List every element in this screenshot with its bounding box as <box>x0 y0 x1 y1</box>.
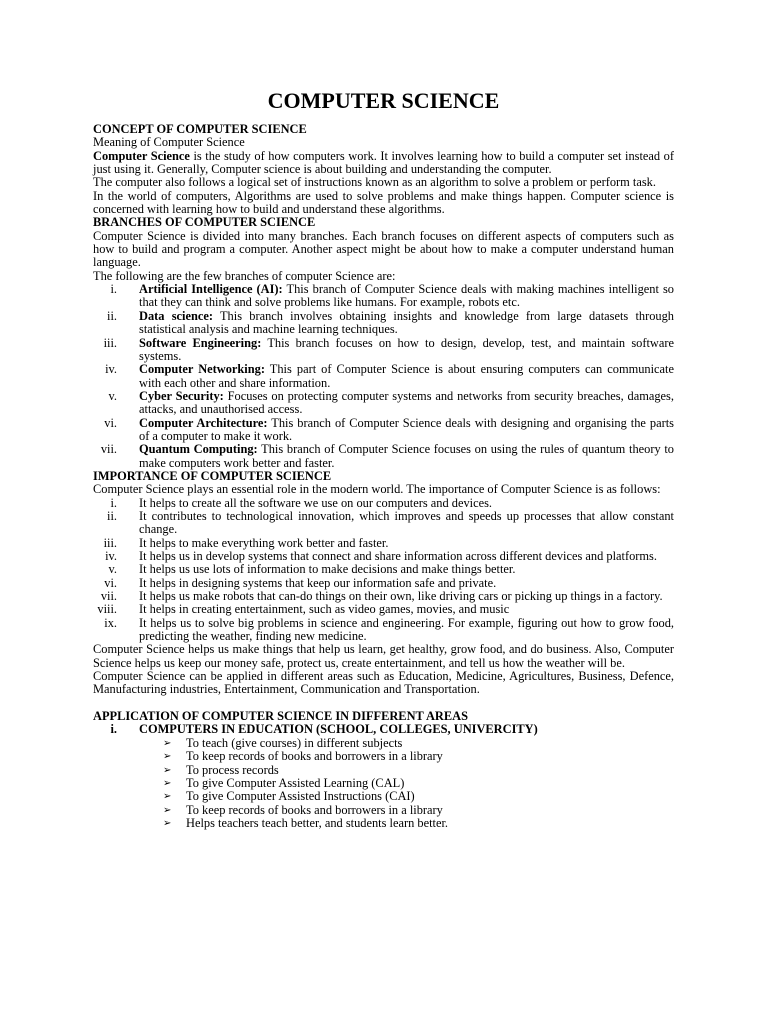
education-bullet-list <box>93 737 674 830</box>
importance-item <box>93 563 674 576</box>
branch-name: Cyber Security: <box>139 388 224 403</box>
bullet-text: To give Computer Assisted Learning (CAL) <box>186 775 405 790</box>
education-subheading-text: COMPUTERS IN EDUCATION (SCHOOL, COLLEGES, UNIVERCITY) <box>139 722 538 737</box>
document-title: COMPUTER SCIENCE <box>267 88 500 113</box>
importance-text: It helps in creating entertainment, such as video games, movies, and music <box>139 602 510 617</box>
concept-heading: CONCEPT OF COMPUTER SCIENCE <box>93 122 307 136</box>
definition-term: Computer Science <box>93 148 190 163</box>
importance-text: It helps to make everything work better and faster. <box>139 535 389 550</box>
bullet-text: To keep records of books and borrowers in a library <box>186 749 443 764</box>
arrow-bullet-icon: ➢ <box>163 764 172 776</box>
bullet-item <box>93 777 674 790</box>
bullet-item <box>93 817 674 830</box>
importance-text: It helps us use lots of information to make decisions and make things better. <box>139 562 516 577</box>
bullet-item <box>93 790 674 803</box>
paragraph-spacer <box>93 697 674 710</box>
branches-lead: The following are the few branches of computer Science are: <box>93 268 396 283</box>
branch-name: Artificial Intelligence (AI): <box>139 282 283 297</box>
branch-name: Computer Networking: <box>139 362 265 377</box>
importance-text: It helps us make robots that can-do things on their own, like driving cars or picking up things in a factory. <box>139 589 663 604</box>
arrow-bullet-icon: ➢ <box>163 804 172 816</box>
education-subheading <box>93 723 674 736</box>
branches-list <box>93 283 674 470</box>
branch-item <box>93 417 674 444</box>
bullet-item <box>93 737 674 750</box>
list-number: v. <box>108 388 117 403</box>
bullet-text: To give Computer Assisted Instructions (CAI) <box>186 789 415 804</box>
importance-heading: IMPORTANCE OF COMPUTER SCIENCE <box>93 468 332 483</box>
bullet-item <box>93 804 674 817</box>
bullet-text: To process records <box>186 762 279 777</box>
list-number: iii. <box>103 335 117 350</box>
list-number: viii. <box>97 602 117 617</box>
branch-item <box>93 390 674 417</box>
list-number: iv. <box>105 362 117 377</box>
importance-item <box>93 603 674 616</box>
importance-item <box>93 617 674 644</box>
meaning-subheading: Meaning of Computer Science <box>93 135 245 150</box>
branch-text: This branch involves obtaining insights and knowledge from large datasets through statistical analysis and machine learning techniques. <box>139 308 675 337</box>
application-heading: APPLICATION OF COMPUTER SCIENCE IN DIFFERENT AREAS <box>93 709 468 724</box>
bullet-item <box>93 750 674 763</box>
importance-text: It helps us in develop systems that connect and share information across different devices and platforms. <box>139 549 657 563</box>
importance-text: It contributes to technological innovation, which improves and speeds up processes that allow constant change. <box>139 508 674 537</box>
list-number: i. <box>110 722 117 737</box>
branch-item <box>93 337 674 364</box>
importance-item <box>93 550 674 563</box>
importance-list <box>93 497 674 644</box>
list-number: vi. <box>104 575 117 590</box>
arrow-bullet-icon: ➢ <box>163 777 172 789</box>
concept-paragraph-1 <box>93 150 674 177</box>
importance-item <box>93 590 674 603</box>
bullet-item <box>93 764 674 777</box>
list-number: i. <box>110 282 117 297</box>
arrow-bullet-icon: ➢ <box>163 751 172 763</box>
importance-paragraph-1: Computer Science helps us make things that help us learn, get healthy, grow food, and do business. Also, Computer Science helps us keep our money safe, protect us, create entertainment, and tell us how the weather will be. <box>93 642 674 670</box>
branches-intro: Computer Science is divided into many branches. Each branch focuses on different aspects of computers such as how to build and program a computer. Another aspect might be about how to make a computer understand human language. <box>93 228 674 270</box>
branch-item <box>93 363 674 390</box>
branch-name: Data science: <box>139 308 213 323</box>
arrow-bullet-icon: ➢ <box>163 791 172 803</box>
importance-item <box>93 577 674 590</box>
branch-name: Software Engineering: <box>139 335 262 350</box>
branch-text: This branch of Computer Science focuses on using the rules of quantum theory to make computers work better and faster. <box>139 442 674 470</box>
branches-heading: BRANCHES OF COMPUTER SCIENCE <box>93 215 316 230</box>
branch-text: This branch focuses on how to design, develop, test, and maintain software systems. <box>139 335 674 363</box>
list-number: iii. <box>103 535 117 550</box>
importance-text: It helps to create all the software we use on our computers and devices. <box>139 495 493 510</box>
importance-paragraph-2: Computer Science can be applied in different areas such as Education, Medicine, Agricultures, Business, Defence, Manufacturing industries, Entertainment, Communication and Transportation. <box>93 669 674 697</box>
arrow-bullet-icon: ➢ <box>163 817 172 829</box>
list-number: i. <box>110 495 117 510</box>
arrow-bullet-icon: ➢ <box>163 737 172 749</box>
branch-item <box>93 283 674 310</box>
bullet-text: To keep records of books and borrowers in a library <box>186 802 443 817</box>
list-number: iv. <box>105 549 117 563</box>
branch-text: This part of Computer Science is about ensuring computers can communicate with each other and share information. <box>139 362 674 390</box>
branch-text: This branch of Computer Science deals with designing and organising the parts of a computer to make it work. <box>139 415 674 443</box>
definition-text: is the study of how computers work. It involves learning how to build a computer set instead of just using it. Generally, Computer science is about building and understanding the computer. <box>93 148 674 177</box>
list-number: ii. <box>107 508 117 523</box>
importance-item <box>93 497 674 510</box>
branch-item <box>93 310 674 337</box>
bullet-text: Helps teachers teach better, and students learn better. <box>186 815 449 830</box>
importance-intro: Computer Science plays an essential role in the modern world. The importance of Computer Science is as follows: <box>93 482 661 497</box>
concept-paragraph-3: In the world of computers, Algorithms are used to solve problems and make things happen. Computer science is concerned with learning how to build and understand these algorithms. <box>93 188 674 217</box>
list-number: ii. <box>107 308 117 323</box>
importance-item <box>93 510 674 537</box>
branch-text: Focuses on protecting computer systems and networks from security breaches, damages, attacks, and unauthorised access. <box>139 388 674 417</box>
bullet-text: To teach (give courses) in different subjects <box>186 735 403 750</box>
branch-text: This branch of Computer Science deals with making machines intelligent so that they can think and solve problems like humans. For example, robots etc. <box>139 282 675 310</box>
list-number: ix. <box>104 615 117 630</box>
concept-paragraph-2: The computer also follows a logical set of instructions known as an algorithm to solve a problem or perform task. <box>93 175 656 190</box>
list-number: vi. <box>104 415 117 430</box>
branch-item <box>93 443 674 470</box>
importance-text: It helps us to solve big problems in science and engineering. For example, figuring out how to grow food, predicting the weather, finding new medicine. <box>139 615 674 644</box>
importance-text: It helps in designing systems that keep our information safe and private. <box>139 575 497 590</box>
list-number: vii. <box>100 589 117 604</box>
branch-name: Quantum Computing: <box>139 442 258 457</box>
list-number: v. <box>108 562 117 577</box>
list-number: vii. <box>100 442 117 457</box>
importance-item <box>93 537 674 550</box>
branch-name: Computer Architecture: <box>139 415 268 430</box>
